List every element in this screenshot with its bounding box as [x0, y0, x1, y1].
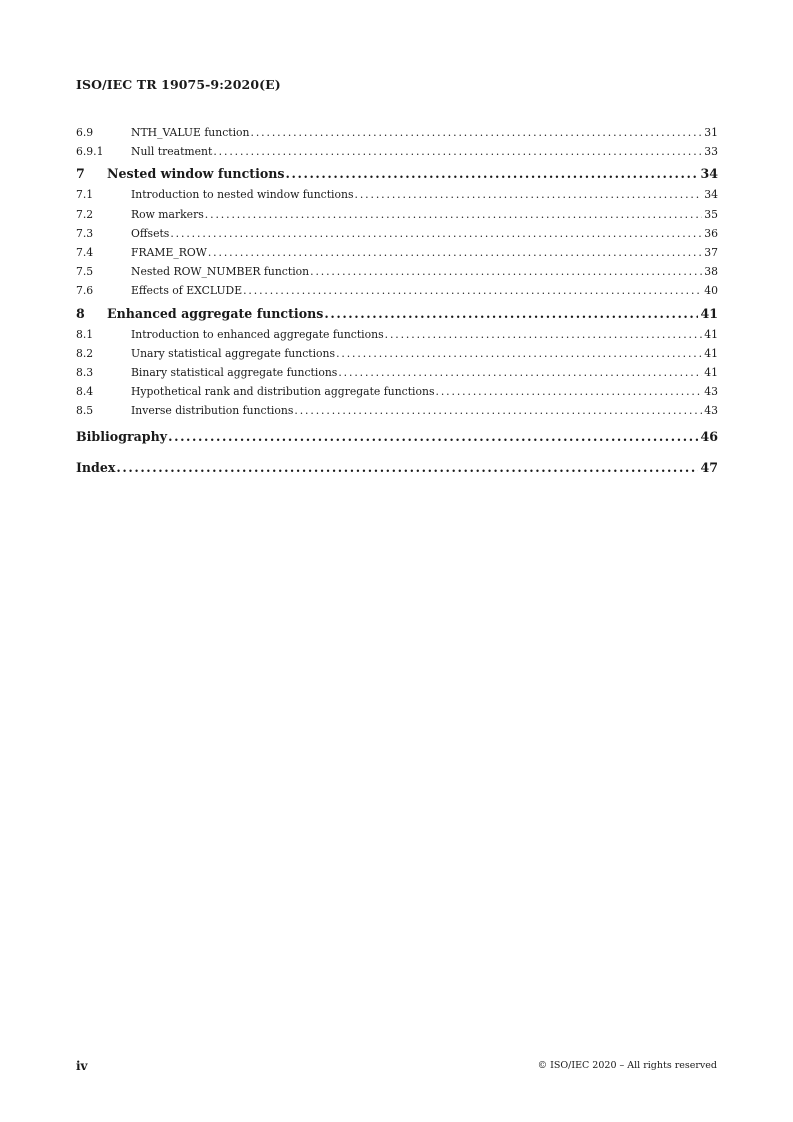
toc-entry-7-5[interactable] — [76, 265, 718, 284]
toc-leader-dots — [336, 347, 702, 360]
toc-page: 31 — [704, 126, 718, 139]
toc-entry-6-9[interactable] — [76, 126, 718, 145]
toc-title: Nested ROW_NUMBER function — [131, 265, 310, 279]
toc-number: 8 — [76, 305, 85, 321]
toc-entry-6-9-1[interactable] — [76, 145, 718, 164]
toc-title: FRAME_ROW — [131, 245, 207, 259]
toc-entry-7-3[interactable] — [76, 227, 718, 246]
toc-entry-7-1[interactable] — [76, 188, 718, 207]
toc-entry-bibliography[interactable] — [76, 423, 718, 454]
toc-leader-dots — [168, 429, 698, 444]
toc-page: 37 — [704, 245, 718, 259]
toc-title: Null treatment — [131, 145, 213, 159]
toc-number: 7.1 — [76, 188, 94, 202]
toc-page: 41 — [704, 346, 718, 360]
toc-number: 8.3 — [76, 365, 94, 379]
toc-page: 34 — [704, 188, 718, 202]
toc-leader-dots — [294, 404, 702, 417]
toc-leader-dots — [310, 265, 702, 278]
toc-leader-dots — [355, 188, 703, 201]
toc-number: 7.2 — [76, 207, 94, 221]
toc-entry-7-6[interactable] — [76, 284, 718, 303]
toc-leader-dots — [338, 366, 702, 379]
toc-title: Effects of EXCLUDE — [131, 284, 243, 298]
toc-leader-dots — [385, 328, 703, 341]
toc-page: 46 — [700, 429, 718, 445]
toc-page: 41 — [704, 327, 718, 341]
toc-leader-dots — [170, 227, 702, 240]
toc-number: 8.4 — [76, 385, 94, 399]
toc-title: Index — [76, 460, 116, 476]
toc-title: Nested window functions — [107, 166, 285, 182]
toc-number: 7.6 — [76, 284, 94, 298]
toc-number: 6.9.1 — [76, 145, 104, 159]
toc-title: Inverse distribution functions — [131, 404, 294, 418]
toc-page: 43 — [704, 385, 718, 399]
toc-entry-8-4[interactable] — [76, 385, 718, 404]
toc-number: 8.5 — [76, 404, 94, 418]
document-header: ISO/IEC TR 19075-9:2020(E) — [76, 77, 281, 92]
toc-page: 33 — [704, 145, 718, 159]
toc-title: NTH_VALUE function — [131, 126, 250, 139]
toc-entry-7[interactable] — [76, 164, 718, 188]
toc-page: 41 — [700, 305, 718, 321]
toc-leader-dots — [243, 284, 702, 297]
toc-leader-dots — [116, 460, 698, 475]
toc-leader-dots — [324, 306, 698, 321]
toc-entry-8-2[interactable] — [76, 347, 718, 366]
toc-page: 36 — [704, 226, 718, 240]
toc-page: 41 — [704, 365, 718, 379]
toc-leader-dots — [208, 246, 702, 259]
toc-entry-8-5[interactable] — [76, 404, 718, 423]
toc-entry-8[interactable] — [76, 304, 718, 328]
toc-leader-dots — [213, 145, 702, 158]
toc-entry-7-4[interactable] — [76, 246, 718, 265]
toc-number: 8.1 — [76, 327, 94, 341]
toc-title: Introduction to enhanced aggregate functions — [131, 327, 384, 341]
toc-leader-dots — [286, 166, 699, 181]
toc-leader-dots — [205, 208, 702, 221]
toc-page: 35 — [704, 207, 718, 221]
toc-title: Row markers — [131, 207, 204, 221]
toc-page: 40 — [704, 284, 718, 298]
toc-title: Unary statistical aggregate functions — [131, 346, 336, 360]
toc-entry-7-2[interactable] — [76, 208, 718, 227]
toc-page: 34 — [700, 166, 718, 182]
toc-page: 38 — [704, 265, 718, 279]
toc-number: 7.5 — [76, 265, 94, 279]
footer-copyright: © ISO/IEC 2020 – All rights reserved — [537, 1060, 717, 1071]
toc-title: Offsets — [131, 226, 170, 240]
toc-title: Introduction to nested window functions — [131, 188, 354, 202]
toc-title: Hypothetical rank and distribution aggregate functions — [131, 385, 435, 399]
toc-number: 8.2 — [76, 346, 94, 360]
toc-title: Enhanced aggregate functions — [107, 305, 324, 321]
toc-entry-8-1[interactable] — [76, 328, 718, 347]
toc-page: 47 — [700, 460, 718, 476]
table-of-contents — [76, 126, 718, 485]
toc-entry-8-3[interactable] — [76, 366, 718, 385]
toc-number: 7.4 — [76, 245, 94, 259]
toc-leader-dots — [436, 385, 703, 398]
toc-title: Binary statistical aggregate functions — [131, 365, 338, 379]
toc-leader-dots — [251, 126, 703, 139]
footer-page-number: iv — [76, 1059, 88, 1073]
toc-number: 7 — [76, 166, 85, 182]
toc-number: 7.3 — [76, 226, 94, 240]
toc-title: Bibliography — [76, 429, 168, 445]
toc-number: 6.9 — [76, 126, 94, 139]
toc-entry-index[interactable] — [76, 454, 718, 485]
toc-page: 43 — [704, 404, 718, 418]
